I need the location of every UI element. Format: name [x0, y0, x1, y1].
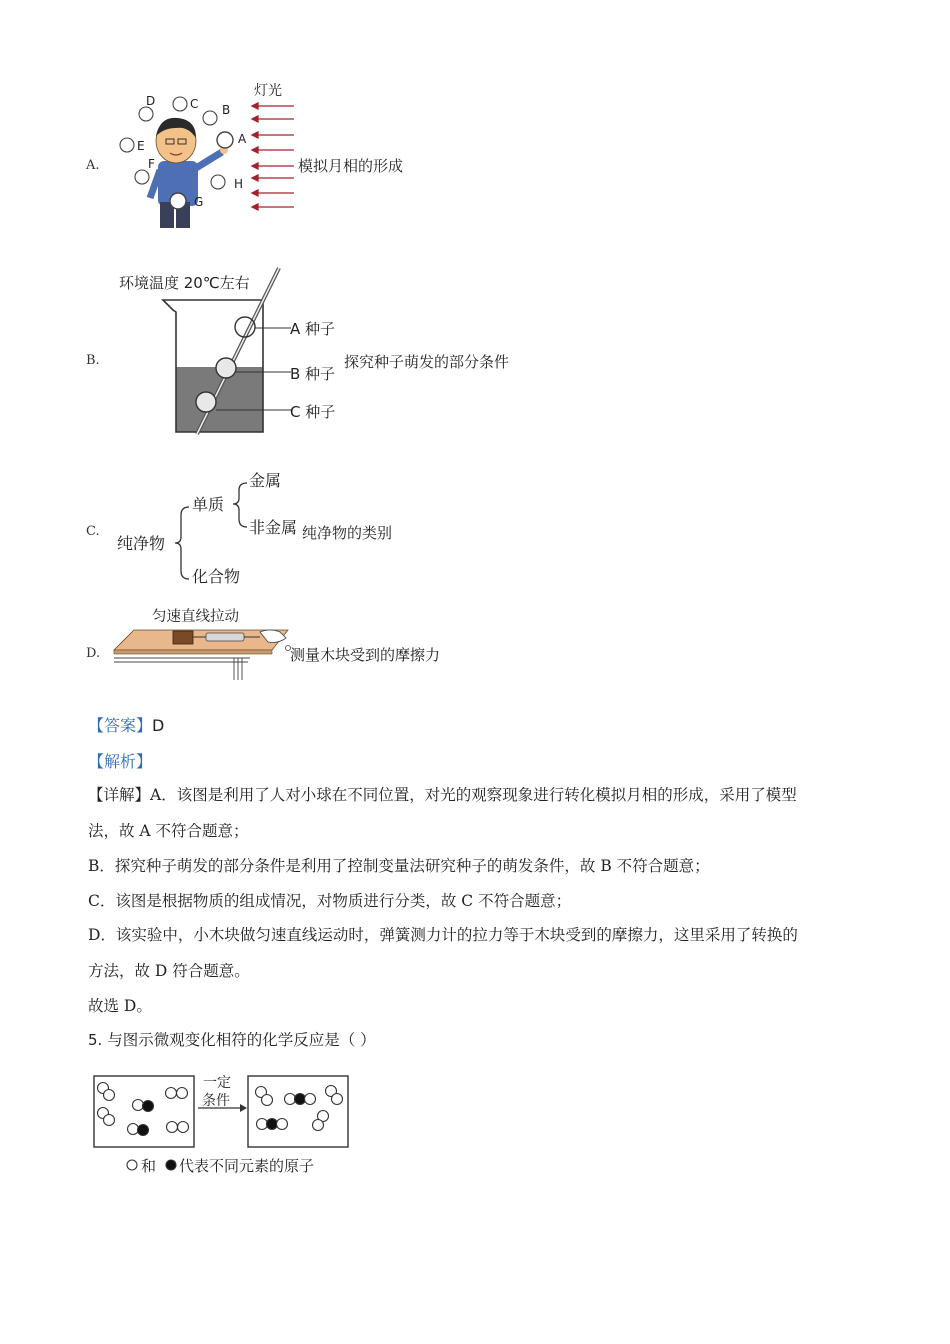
seed-b-label: B 种子: [290, 365, 336, 383]
legend-white-atom: [127, 1160, 137, 1170]
condition-top: 一定: [203, 1075, 231, 1091]
explanation-line-1: 【详解】A．该图是利用了人对小球在不同位置，对光的观察现象进行转化模拟月相的形成，采用了模型: [88, 786, 797, 804]
question-5: [88, 1028, 376, 1050]
friction-figure: [110, 600, 295, 682]
seed-b: [216, 358, 236, 378]
ball-label-a: A: [238, 132, 247, 146]
moon-phase-figure: [110, 78, 310, 233]
answer-line: [88, 713, 164, 736]
legend-black-atom: [166, 1160, 176, 1170]
seed-germination-figure: [115, 262, 345, 440]
legend-and: 和: [141, 1157, 157, 1175]
reaction-figure: [90, 1068, 355, 1180]
option-c-label: C.: [86, 524, 100, 539]
answer-value: D: [152, 716, 165, 735]
explanation-line-6: 方法，故 D 符合题意。: [88, 962, 250, 980]
tree-branch-2: 化合物: [192, 567, 241, 586]
ball-label-d: D: [146, 94, 156, 108]
ball-label-h: H: [234, 177, 244, 191]
explanation-line-3: B．探究种子萌发的部分条件是利用了控制变量法研究种子的萌发条件，故 B 不符合题意；: [88, 857, 710, 875]
condition-bottom: 条件: [202, 1093, 230, 1109]
explanation-line-4: C．该图是根据物质的组成情况，对物质进行分类，故 C 不符合题意；: [88, 892, 572, 910]
spring-scale: [206, 633, 244, 641]
light-label: 灯光: [254, 83, 282, 99]
question-number: 5.: [88, 1031, 103, 1049]
answer-tag: 【答案】: [88, 716, 153, 735]
option-b-caption: 探究种子萌发的部分条件: [344, 353, 510, 371]
friction-title: 匀速直线拉动: [152, 609, 239, 625]
before-molecules: [98, 1083, 189, 1136]
ball-label-c: C: [190, 97, 199, 111]
analysis-tag: 【解析】: [88, 752, 153, 771]
temperature-label: 环境温度 20℃左右: [119, 274, 250, 292]
seed-a-label: A 种子: [290, 320, 336, 338]
wood-block: [173, 631, 193, 644]
pure-substance-tree: [115, 465, 305, 590]
ball-label-e: E: [137, 139, 145, 153]
explanation-line-7: 故选 D。: [88, 997, 152, 1015]
seed-c-label: C 种子: [290, 403, 336, 421]
tree-leaf-1: 金属: [249, 471, 282, 490]
light-arrows: [252, 103, 294, 210]
option-d-label: D.: [86, 646, 101, 661]
tree-branch-1: 单质: [192, 495, 225, 514]
seed-c: [196, 392, 216, 412]
option-b-label: B.: [86, 353, 100, 368]
explanation-line-5: D．该实验中，小木块做匀速直线运动时，弹簧测力计的拉力等于木块受到的摩擦力，这里采用了转换的: [88, 926, 798, 944]
person-illustration: [150, 118, 228, 228]
before-box: [94, 1076, 194, 1147]
ball-label-f: F: [148, 157, 155, 171]
water: [176, 367, 263, 432]
after-molecules: [256, 1086, 343, 1131]
tree-leaf-2: 非金属: [249, 518, 298, 537]
tree-root: 纯净物: [117, 534, 166, 553]
option-a-caption: 模拟月相的形成: [298, 157, 404, 175]
ball-label-g: G: [194, 195, 204, 209]
ball-label-b: B: [222, 103, 231, 117]
legend-text: 代表不同元素的原子: [179, 1157, 315, 1175]
option-d-caption: 测量木块受到的摩擦力: [290, 646, 441, 664]
option-c-caption: 纯净物的类别: [302, 524, 393, 542]
option-a-label: A.: [86, 158, 100, 173]
detail-tag: 【详解】: [88, 786, 151, 804]
explanation-line-2: 法，故 A 不符合题意；: [88, 822, 249, 840]
question-text: 与图示微观变化相符的化学反应是（ ）: [107, 1031, 376, 1049]
